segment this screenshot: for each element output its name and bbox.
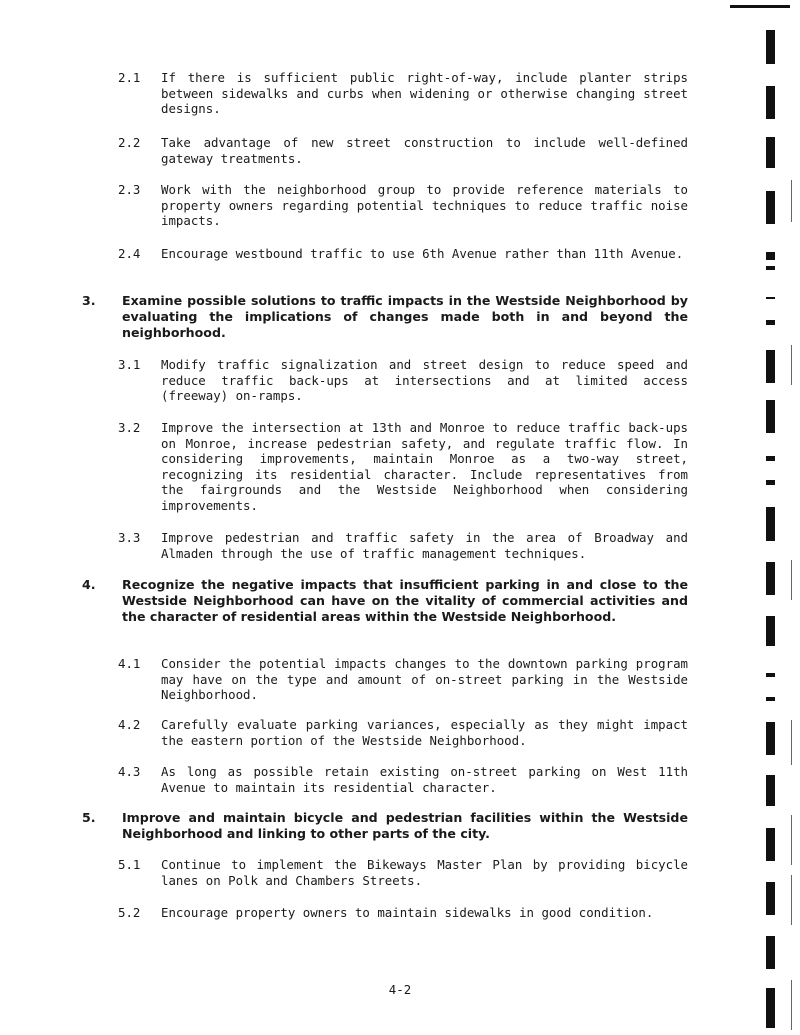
item-text: If there is sufficient public right-of-way, include planter strips between sidewalks and curbs when widening or otherwise changing street designs. — [161, 70, 688, 117]
scan-mark — [766, 722, 775, 755]
scan-mark — [766, 297, 775, 299]
item-number: 4.2 — [118, 717, 141, 732]
item-number: 4.3 — [118, 764, 141, 779]
heading-3 — [82, 293, 688, 340]
scan-mark — [766, 252, 775, 260]
item-text: Encourage westbound traffic to use 6th Avenue rather than 11th Avenue. — [161, 246, 684, 261]
scan-line — [791, 720, 792, 765]
item-2-4 — [118, 246, 688, 262]
scan-mark — [766, 191, 775, 224]
scan-mark — [766, 137, 775, 168]
scan-line — [791, 875, 792, 925]
item-3-3 — [118, 530, 688, 561]
page-number: 4-2 — [388, 982, 412, 997]
heading-text: Recognize the negative impacts that insufficient parking in and close to the Westside Neighborhood can have on the vitality of commercial activities and the character of residential areas within the Westside Neighborhood. — [122, 577, 688, 624]
scan-mark — [766, 456, 775, 461]
item-text: Carefully evaluate parking variances, especially as they might impact the eastern portion of the Westside Neighborhood. — [161, 717, 688, 748]
scan-mark — [766, 30, 775, 64]
heading-4 — [82, 577, 688, 624]
scan-mark — [766, 828, 775, 861]
scan-line — [791, 815, 792, 865]
item-4-3 — [118, 764, 688, 795]
item-text: Consider the potential impacts changes to the downtown parking program may have on the type and amount of on-street parking in the Westside Neighborhood. — [161, 656, 688, 703]
scan-mark — [766, 86, 775, 119]
scan-mark — [766, 882, 775, 915]
item-text: Improve pedestrian and traffic safety in the area of Broadway and Almaden through the use of traffic management techniques. — [161, 530, 688, 561]
heading-5 — [82, 810, 688, 842]
heading-number: 3. — [82, 293, 96, 308]
scan-mark — [766, 562, 775, 595]
scan-mark — [766, 775, 775, 806]
scan-line — [791, 560, 792, 600]
scan-mark — [766, 936, 775, 969]
item-number: 2.1 — [118, 70, 141, 85]
item-number: 2.2 — [118, 135, 141, 150]
item-text: Modify traffic signalization and street design to reduce speed and reduce traffic back-ups at intersections and at limited access (freeway) on-ramps. — [161, 357, 688, 404]
item-text: Work with the neighborhood group to provide reference materials to property owners regarding potential techniques to reduce traffic noise impacts. — [161, 182, 688, 229]
heading-number: 5. — [82, 810, 96, 825]
item-number: 2.3 — [118, 182, 141, 197]
item-text: Take advantage of new street construction to include well-defined gateway treatments. — [161, 135, 688, 166]
item-text: Improve the intersection at 13th and Monroe to reduce traffic back-ups on Monroe, increase pedestrian safety, and regulate traffic flow. In considering improvements, maintain Monroe as a two-way street, recognizing its residential character. Include representatives from the fairgrounds and the Westside Neighborhood when considering improvements. — [161, 420, 688, 513]
item-3-2 — [118, 420, 688, 514]
item-number: 3.2 — [118, 420, 141, 435]
item-text: Continue to implement the Bikeways Master Plan by providing bicycle lanes on Polk and Chambers Streets. — [161, 857, 688, 888]
scan-mark — [766, 988, 775, 1028]
item-number: 3.3 — [118, 530, 141, 545]
heading-number: 4. — [82, 577, 96, 592]
item-5-2 — [118, 905, 688, 921]
item-2-2 — [118, 135, 688, 166]
scan-mark — [766, 673, 775, 677]
item-number: 5.2 — [118, 905, 141, 920]
item-number: 3.1 — [118, 357, 141, 372]
scan-mark — [766, 616, 775, 646]
scan-line — [791, 180, 792, 222]
scan-mark — [766, 266, 775, 270]
item-4-1 — [118, 656, 688, 703]
item-text: Encourage property owners to maintain sidewalks in good condition. — [161, 905, 654, 920]
item-2-1 — [118, 70, 688, 117]
item-5-1 — [118, 857, 688, 888]
item-text: As long as possible retain existing on-street parking on West 11th Avenue to maintain its residential character. — [161, 764, 688, 795]
item-4-2 — [118, 717, 688, 748]
heading-text: Examine possible solutions to traffic impacts in the Westside Neighborhood by evaluating the implications of changes made both in and beyond the neighborhood. — [122, 293, 688, 340]
scan-mark — [766, 507, 775, 541]
item-number: 4.1 — [118, 656, 141, 671]
scan-mark — [766, 400, 775, 433]
item-number: 5.1 — [118, 857, 141, 872]
scan-mark — [766, 697, 775, 701]
heading-text: Improve and maintain bicycle and pedestrian facilities within the Westside Neighborhood and linking to other parts of the city. — [122, 810, 688, 841]
scan-mark — [766, 480, 775, 485]
scan-line — [791, 345, 792, 385]
item-3-1 — [118, 357, 688, 404]
item-2-3 — [118, 182, 688, 229]
scan-mark — [766, 320, 775, 325]
scan-mark — [766, 350, 775, 383]
scan-mark — [730, 5, 790, 8]
item-number: 2.4 — [118, 246, 141, 261]
scan-line — [791, 980, 792, 1030]
